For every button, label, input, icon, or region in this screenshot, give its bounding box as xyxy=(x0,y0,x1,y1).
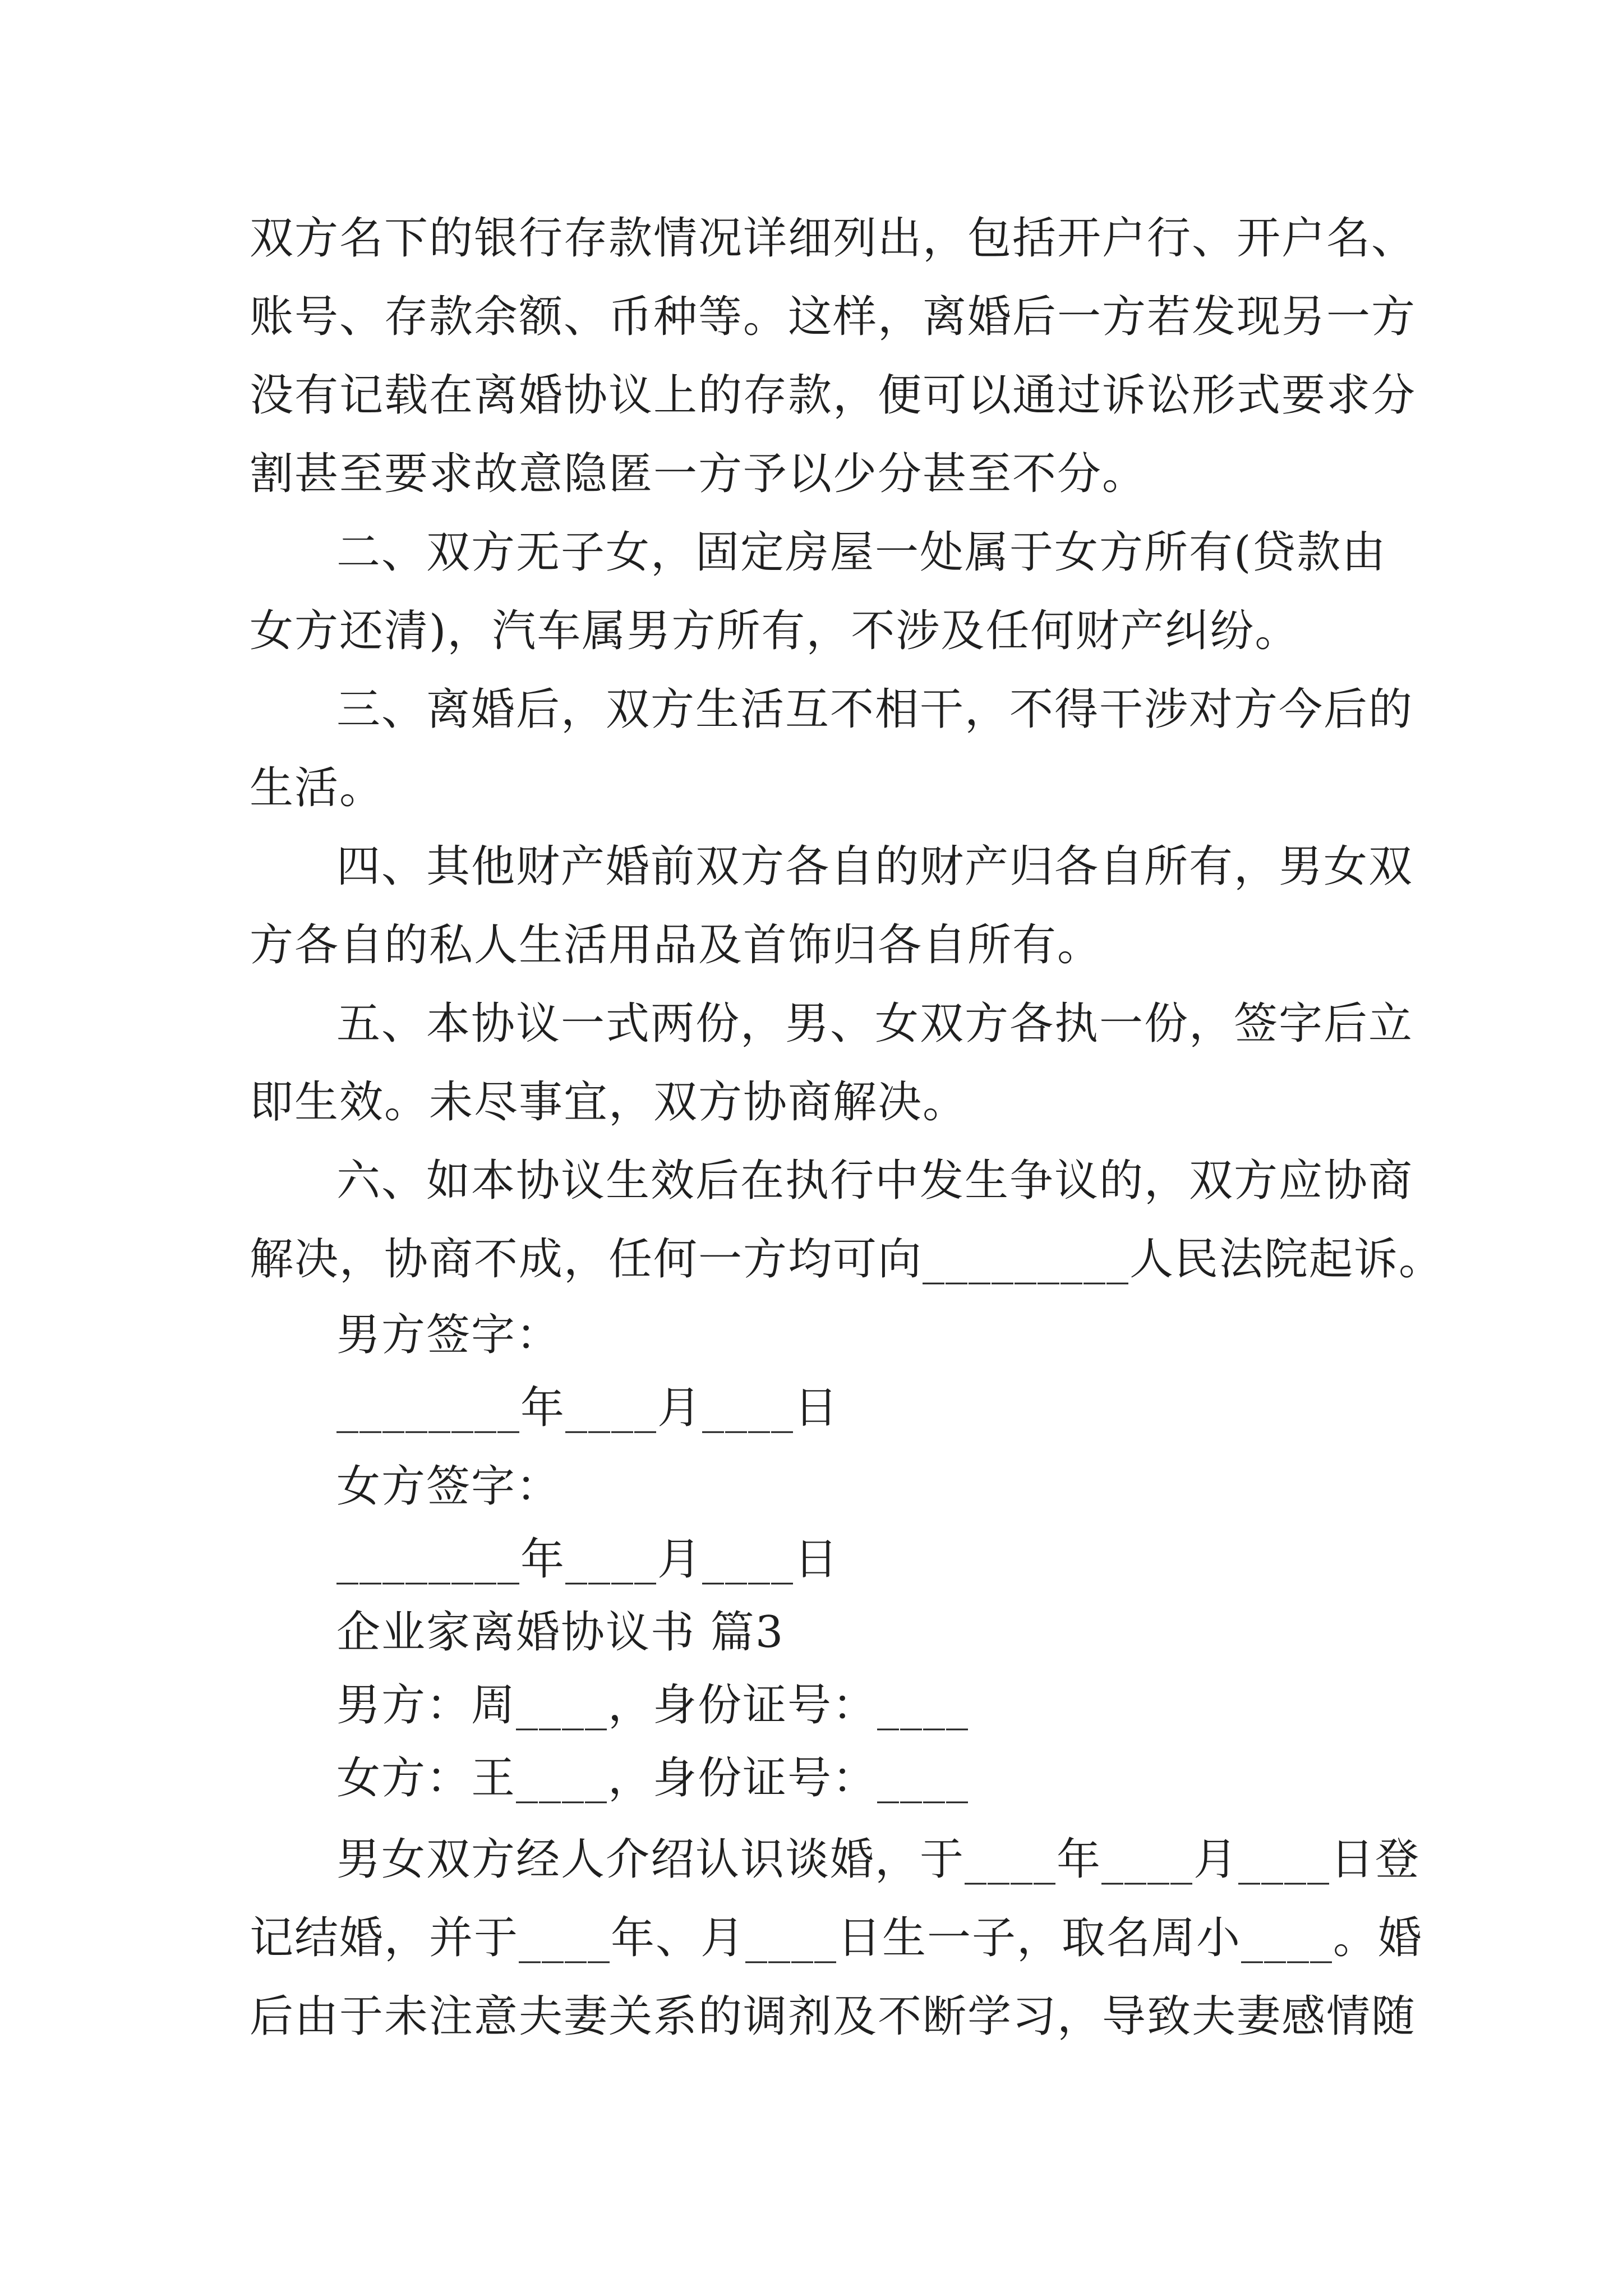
paragraph-line: 没有记载在离婚协议上的存款，便可以通过诉讼形式要求分 xyxy=(250,370,1417,421)
paragraph-line: 割甚至要求故意隐匿一方予以少分甚至不分。 xyxy=(250,449,1147,499)
clause-three-line: 三、离婚后，双方生活互不相干，不得干涉对方今后的 xyxy=(336,684,1414,735)
paragraph-line: 账号、存款余额、币种等。这样，离婚后一方若发现另一方 xyxy=(250,292,1417,342)
female-party-line: 女方：王____，身份证号：____ xyxy=(336,1753,970,1803)
male-signature-date: ________年____月____日 xyxy=(336,1383,840,1433)
paragraph-line: 双方名下的银行存款情况详细列出，包括开户行、开户名、 xyxy=(250,213,1417,264)
clause-four-line: 四、其他财产婚前双方各自的财产归各自所有，男女双 xyxy=(336,841,1414,892)
paragraph-line: 即生效。未尽事宜，双方协商解决。 xyxy=(250,1077,968,1128)
male-signature-label: 男方签字： xyxy=(336,1310,561,1360)
paragraph-line: 女方还清)，汽车属男方所有，不涉及任何财产纠纷。 xyxy=(250,606,1300,656)
paragraph-line: 方各自的私人生活用品及首饰归各自所有。 xyxy=(250,920,1103,970)
male-party-line: 男方：周____，身份证号：____ xyxy=(336,1680,970,1731)
paragraph-line: 记结婚，并于____年、月____日生一子，取名周小____。婚 xyxy=(250,1913,1423,1963)
female-signature-label: 女方签字： xyxy=(336,1461,561,1512)
paragraph-line: 男女双方经人介绍认识谈婚，于____年____月____日登 xyxy=(336,1834,1421,1885)
paragraph-line: 后由于未注意夫妻关系的调剂及不断学习，导致夫妻感情随 xyxy=(250,1991,1417,2042)
clause-six-line: 六、如本协议生效后在执行中发生争议的，双方应协商 xyxy=(336,1156,1414,1206)
section-heading: 企业家离婚协议书 篇3 xyxy=(336,1607,785,1658)
clause-two-line: 二、双方无子女，固定房屋一处属于女方所有(贷款由 xyxy=(336,527,1387,578)
clause-five-line: 五、本协议一式两份，男、女双方各执一份，签字后立 xyxy=(336,999,1414,1049)
paragraph-line: 解决，协商不成，任何一方均可向_________人民法院起诉。 xyxy=(250,1234,1444,1285)
paragraph-line: 生活。 xyxy=(250,763,385,813)
female-signature-date: ________年____月____日 xyxy=(336,1534,840,1585)
